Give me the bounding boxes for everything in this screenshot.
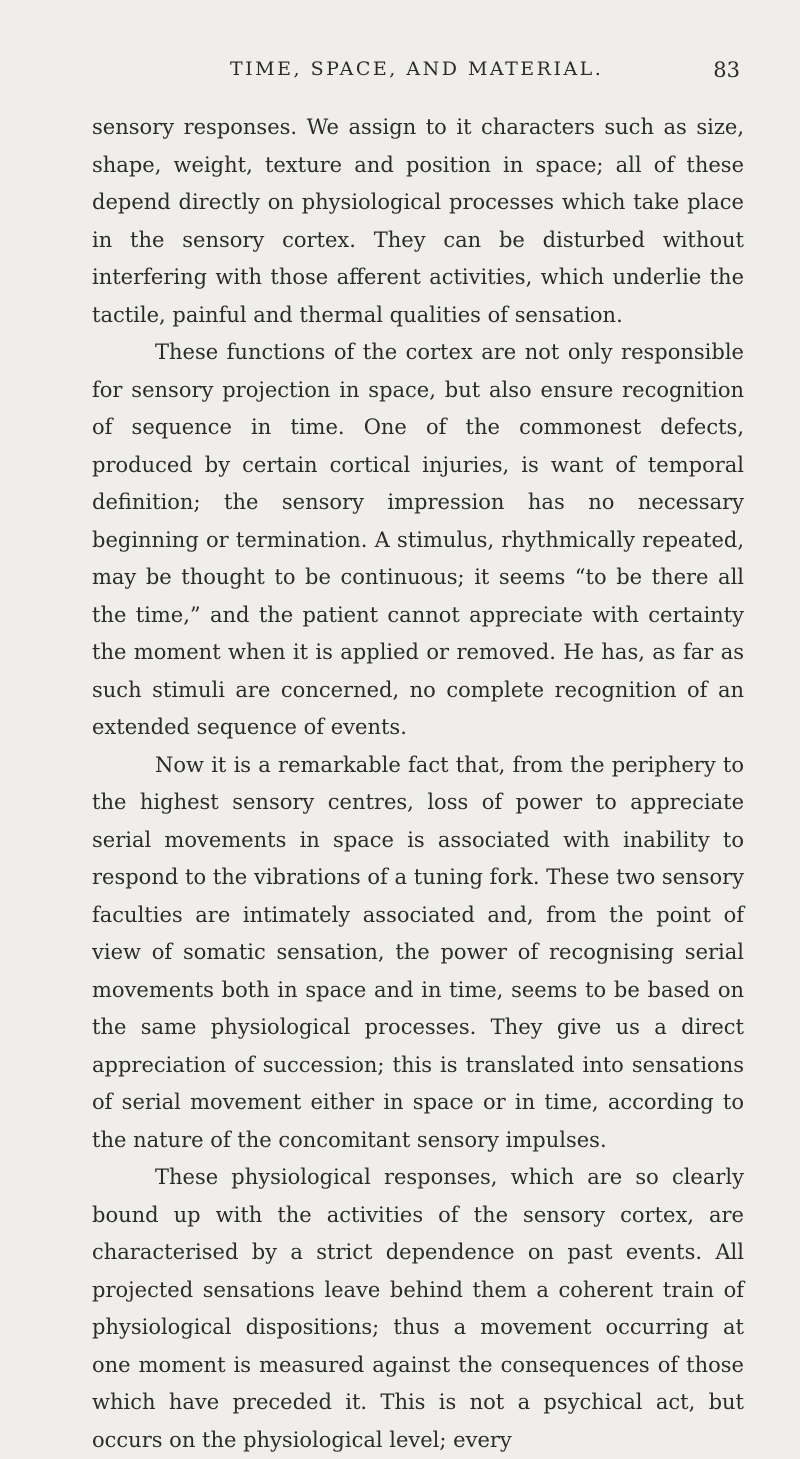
running-head (92, 58, 740, 88)
page-number: 83 (713, 58, 740, 82)
paragraph-3: Now it is a remarkable fact that, from the periphery to the highest sensory centres, loss of power to appreciate serial movements in space is associated with inability to respond to the vibrations of a tuning fork. These two sensory faculties are intimately associated and, from the point of view of somatic sensation, the power of recognising serial movements both in space and in time, seems to be based on the same physiological processes. They give us a direct appreciation of succession; this is translated into sensations of serial movement either in space or in time, according to the nature of the concomitant sensory impulses. (92, 752, 744, 1152)
paragraph-4: These physiological responses, which are so clearly bound up with the activities of the sensory cortex, are characterised by a strict dependence on past events. All projected sensations leave behind them a coherent train of physiological dispositions; thus a movement occurring at one moment is measured against the consequences of those which have preceded it. This is not a psychical act, but occurs on the physiological level; every (92, 1165, 744, 1452)
body-text (92, 109, 744, 1459)
paragraph-1: sensory responses. We assign to it characters such as size, shape, weight, texture and position in space; all of these depend directly on physiological processes which take place in the sensory cortex. They can be disturbed without interfering with those afferent activities, which underlie the tactile, painful and thermal qualities of sensation. (92, 115, 744, 327)
running-title: TIME, SPACE, AND MATERIAL. (230, 58, 604, 80)
paragraph-2: These functions of the cortex are not only responsible for sensory projection in space, but also ensure recognition of sequence in time. One of the commonest defects, produced by certain cortical injuries, is want of temporal definition; the sensory impression has no necessary beginning or termination. A stimulus, rhythmically repeated, may be thought to be continuous; it seems “to be there all the time,” and the patient cannot appreciate with certainty the moment when it is applied or removed. He has, as far as such stimuli are concerned, no complete recognition of an extended sequence of events. (92, 340, 744, 739)
